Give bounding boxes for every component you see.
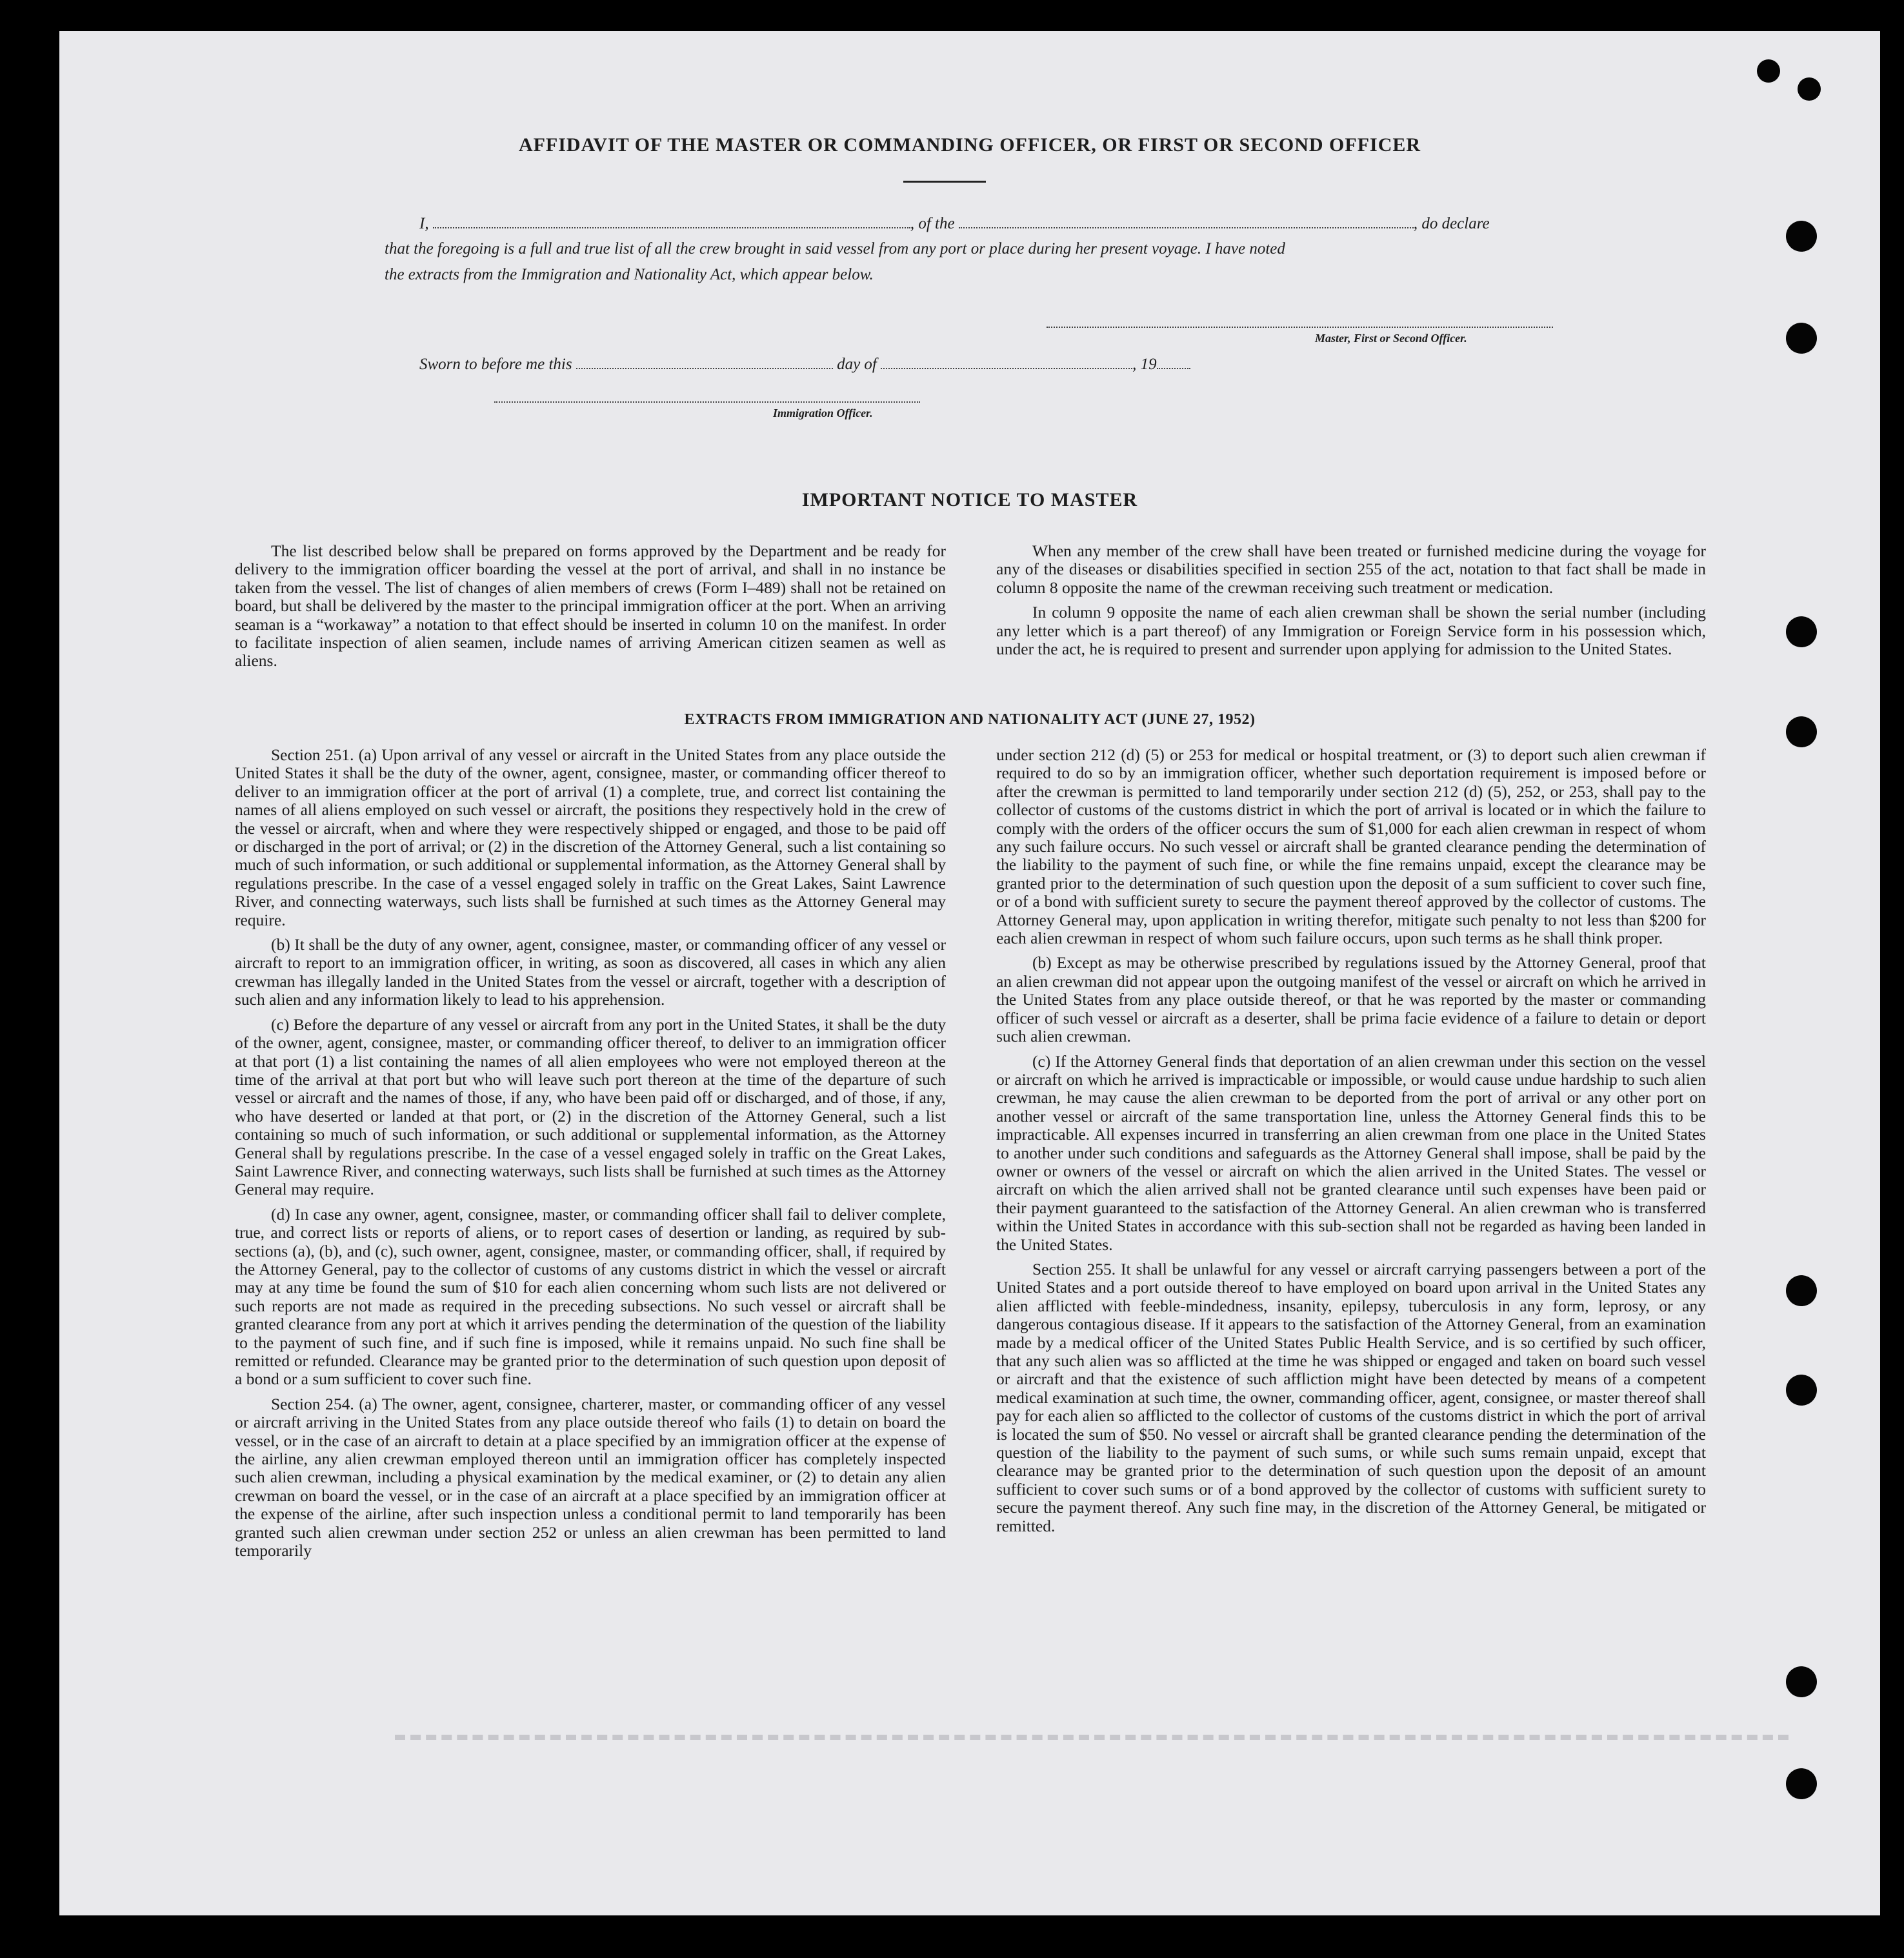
binder-hole-6 [1786, 1375, 1817, 1406]
sworn-year-field[interactable] [1157, 354, 1190, 369]
notice-left-column [235, 542, 946, 677]
section-254-c: (c) If the Attorney General finds that deportation of an alien crewman under this section on the vessel or aircraft on which he arrived is impracticable or impossible, or would cause undue hardship to such alien crewman, he may cause the alien crewman to be deported from the port of arrival or any other port on another vessel or aircraft of the same transportation line, unless the Attorney General finds this to be impracticable. All expenses incurred in transferring an alien crewman from one place in the United States to another under such conditions and safeguards as the Attorney General shall impose, shall be paid by the owner or owners of the vessel or aircraft on which the alien arrived in the United States. The vessel or aircraft on which the alien arrived shall not be granted clearance until such expenses have been paid or their payment guaranteed to the satisfaction of the Attorney General. An alien crewman who is transferred within the United States in accordance with this sub-section shall not be regarded as having been landed in the United States. [996, 1051, 1706, 1254]
binder-hole-2 [1786, 323, 1817, 354]
day-of-label: day of [837, 356, 877, 373]
section-254-a-continued: under section 212 (d) (5) or 253 for medical or hospital treatment, or (3) to deport such alien crewman if required to do so by an immigration officer, whether such deportation requirement is imposed before or after the crewman is permitted to land temporarily under section 212 (d) (5), 252, or 253, shall pay to the collector of customs of the customs district in which the port of arrival is located or in which the failure to comply with the orders of the officer occurs the sum of $1,000 for each alien crewman in respect of whom any such failure occurs. No such vessel or aircraft shall be granted clearance pending the determination of the liability to the payment of such fine, or while the fine remains unpaid, except the clearance may be granted prior to the determination of such question upon the deposit of a sum sufficient to cover such fine, or of a bond with sufficient surety to secure the payment thereof approved by the collector of customs. The Attorney General may, upon application in writing therefor, mitigate such penalty to not less than $200 for each alien crewman in respect of whom such failure occurs, upon such terms as he shall think proper. [996, 745, 1706, 948]
binder-hole-5 [1786, 1275, 1817, 1306]
notice-right-paragraph-2: In column 9 opposite the name of each alien crewman shall be shown the serial number (including any letter which is a part thereof) of any Immigration or Foreign Service form in his possession which, under the act, he is required to present and surrender upon applying for admission to the United States. [996, 603, 1706, 659]
section-255: Section 255. It shall be unlawful for any vessel or aircraft carrying passengers between a port of the United States and a port outside thereof to have employed on board upon arrival in the United States any alien afflicted with feeble-mindedness, insanity, epilepsy, tuberculosis in any form, leprosy, or any dangerous contagious disease. If it appears to the satisfaction of the Attorney General, from an examination made by a medical officer of the United States Public Health Service, and is so certified by such officer, that any such alien was so afflicted at the time he was shipped or engaged and taken on board such vessel or aircraft and that the existence of such affliction might have been detected by means of a competent medical examination at such time, the owner, commanding officer, agent, consignee, or master thereof shall pay for each alien so afflicted to the collector of customs of the customs district in which the port of arrival is located the sum of $50. No vessel or aircraft shall be granted clearance pending the determination of the question of the liability to the payment of such sums, or while such sums remain unpaid, except that clearance may be granted prior to the determination of such question upon the deposit of an amount sufficient to cover such sums or of a bond approved by the collector of customs with sufficient surety to secure the payment thereof. Any such fine may, in the discretion of the Attorney General, be mitigated or remitted. [996, 1259, 1706, 1535]
immigration-officer-signature-field[interactable] [494, 401, 920, 403]
notice-title: IMPORTANT NOTICE TO MASTER [801, 489, 1138, 510]
statement-line-1: that the foregoing is a full and true list of all the crew brought in said vessel from any port or place during her present voyage. I have noted [385, 240, 1285, 257]
section-251-b: (b) It shall be the duty of any owner, agent, consignee, master, or commanding officer of any vessel or aircraft to report to an immigration officer, in writing, as soon as discovered, all cases in which any alien crewman has illegally landed in the United States from the vessel or aircraft, together with a description of such alien and any information likely to lead to his apprehension. [235, 935, 946, 1009]
declarant-name-field[interactable] [433, 213, 910, 228]
notice-left-paragraph: The list described below shall be prepared on forms approved by the Department and be ready for delivery to the immigration officer boarding the vessel at the port of arrival, and shall in no instance be taken from the vessel. The list of changes of alien members of crews (Form I–489) shall not be retained on board, but shall be delivered by the master to the principal immigration officer at the port. When an arriving seaman is a “workaway” a notation to that effect should be inserted in column 10 on the manifest. In order to facilitate inspection of alien seamen, include names of arriving American citizen seamen as well as aliens. [235, 541, 946, 671]
year-label: , 19 [1132, 356, 1157, 373]
declaration-line [419, 213, 1490, 233]
notice-right-paragraph-1: When any member of the crew shall have been treated or furnished medicine during the voyage for any of the diseases or disabilities specified in section 255 of the act, notation to that fact shall be made in column 8 opposite the name of the crewman receiving such treatment or medication. [996, 541, 1706, 597]
bleed-through-marks [395, 1735, 1789, 1740]
section-251-d: (d) In case any owner, agent, consignee, master, or commanding officer shall fail to deliver complete, true, and correct lists or reports of aliens, or to report cases of desertion or landing, as required by sub-sections (a), (b), and (c), such owner, agent, consignee, master, or commanding officer, shall, if required by the Attorney General, pay to the collector of customs of any customs district in which the vessel or aircraft may at any time be found the sum of $10 for each alien concerning whom such lists are not delivered or such reports are not made as required in the preceding subsections. No such vessel or aircraft shall be granted clearance from any port at which it arrives pending the determination of the question of the liability to the payment of such fine, and if such fine is imposed, while it remains unpaid. No such fine shall be remitted or refunded. Clearance may be granted prior to the determination of such question upon deposit of a bond or a sum sufficient to cover such fine. [235, 1204, 946, 1389]
statement-line-2: the extracts from the Immigration and Nationality Act, which appear below. [385, 266, 874, 283]
sworn-month-field[interactable] [881, 354, 1132, 369]
title-rule [903, 181, 986, 183]
of-the-label: , of the [910, 215, 955, 232]
extracts-heading: EXTRACTS FROM IMMIGRATION AND NATIONALITY ACT (JUNE 27, 1952) [684, 711, 1256, 728]
immigration-officer-caption: Immigration Officer. [773, 407, 873, 419]
notice-right-column [996, 542, 1706, 665]
binder-hole-4 [1786, 716, 1817, 747]
extracts-left-column [235, 746, 946, 1566]
sworn-line [419, 354, 1190, 374]
binder-hole-1 [1786, 221, 1817, 252]
i-label: I, [419, 215, 429, 232]
extracts-right-column [996, 746, 1706, 1542]
section-254-b: (b) Except as may be otherwise prescribed by regulations issued by the Attorney General, proof that an alien crewman did not appear upon the outgoing manifest of the vessel or aircraft on which he arrived in the United States from any place outside thereof, or that he was reported by the master or commanding officer of such vessel or aircraft as a deserter, shall be prima facie evidence of a failure to detain or deport such alien crewman. [996, 953, 1706, 1046]
punch-hole-top [1757, 59, 1780, 83]
binder-hole-7 [1786, 1666, 1817, 1697]
section-254-a: Section 254. (a) The owner, agent, consignee, charterer, master, or commanding officer of any vessel or aircraft arriving in the United States from any place outside thereof who fails (1) to detain on board the vessel, or in the case of an aircraft to detain at a place specified by an immigration officer at the expense of the airline, any alien crewman employed thereon until an immigration officer has completely inspected such alien crewman, including a physical examination by the medical examiner, or (2) to detain any alien crewman on board the vessel, or in the case of an aircraft at a place specified by an immigration officer at the expense of the airline, after such inspection unless a conditional permit to land temporarily has been granted such alien crewman under section 252 or unless an alien crewman has been permitted to land temporarily [235, 1394, 946, 1560]
master-caption: Master, First or Second Officer. [1315, 332, 1467, 345]
binder-hole-8 [1786, 1768, 1817, 1799]
punch-hole-top-right [1798, 77, 1821, 101]
master-signature-field[interactable] [1047, 327, 1553, 328]
declare-label: , do declare [1413, 215, 1490, 232]
affidavit-title: AFFIDAVIT OF THE MASTER OR COMMANDING OFFICER, OR FIRST OR SECOND OFFICER [518, 134, 1421, 156]
vessel-name-field[interactable] [959, 213, 1414, 228]
binder-hole-3 [1786, 616, 1817, 647]
section-251-a: Section 251. (a) Upon arrival of any vessel or aircraft in the United States from any place outside the United States it shall be the duty of the owner, agent, consignee, master, or commanding officer thereof to deliver to an immigration officer at the port of arrival (1) a complete, true, and correct list containing the names of all aliens employed on such vessel or aircraft, the positions they respectively hold in the crew of the vessel or aircraft, when and where they were respectively shipped or engaged, and those to be paid off or discharged in the port of arrival; or (2) in the discretion of the Attorney General, such a list containing so much of such information, or such additional or supplemental information, as the Attorney General shall by regulations prescribe. In the case of a vessel engaged solely in traffic on the Great Lakes, Saint Lawrence River, and connecting waterways, such lists shall be furnished at such times as the Attorney General may require. [235, 745, 946, 929]
sworn-day-field[interactable] [576, 354, 833, 369]
sworn-label: Sworn to before me this [419, 356, 572, 373]
section-251-c: (c) Before the departure of any vessel or aircraft from any port in the United States, it shall be the duty of the owner, agent, consignee, master, or commanding officer thereof, to deliver to an immigration officer at that port (1) a list containing the names of all alien employees who were not employed thereon at the time of the arrival at that port but who will leave such port thereon at the time of the departure of such vessel or aircraft and the names of those, if any, who have been paid off or discharged, and of those, if any, who have deserted or landed at that port, or (2) in the discretion of the Attorney General, such a list containing so much of such information, or such additional or supplemental information, as the Attorney General shall by regulations prescribe. In the case of a vessel engaged solely in traffic on the Great Lakes, Saint Lawrence River, and connecting waterways, such lists shall be furnished at such times as the Attorney General may require. [235, 1014, 946, 1199]
document-page [59, 31, 1880, 1915]
